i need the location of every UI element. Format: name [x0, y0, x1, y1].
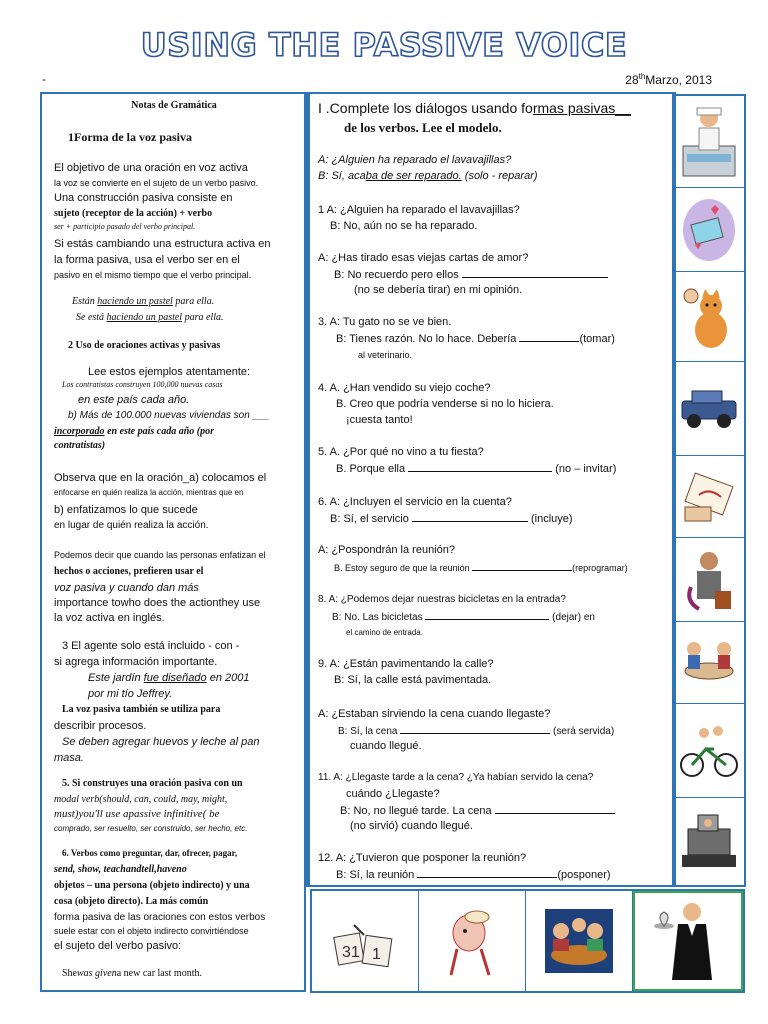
grammar-notes-panel — [40, 92, 306, 992]
dialog-line: el camino de entrada. — [346, 628, 423, 637]
notes-text: enfocarse en quién realiza la acción, mientras que en — [54, 488, 244, 497]
notes-text: el sujeto del verbo pasivo: — [54, 940, 182, 952]
example-6: Shewas givena new car last month. — [62, 968, 202, 979]
dialog-line: B: No, no llegué tarde. La cena — [340, 804, 676, 817]
dialog-line: cuando llegué. — [350, 740, 422, 752]
notes-text: forma pasiva de las oraciones con estos verbos — [54, 912, 266, 923]
dialog-line: B. Estoy seguro de que la reunión (reprogramar) — [334, 563, 628, 573]
notes-text: send, show, teachandtell,haveno — [54, 864, 187, 875]
notes-text: en este país cada año. — [78, 394, 190, 406]
dialog-line: B: Tienes razón. No lo hace. Debería (tomar) — [336, 333, 615, 345]
notes-text: suele estar con el objeto indirecto convirtiéndose — [54, 926, 249, 936]
exercise-subtitle: de los verbos. Lee el modelo. — [344, 120, 502, 135]
dialog-line: B: No. Las bicicletas (dejar) en — [332, 612, 595, 623]
example-1: Están haciendo un pastel para ella. — [72, 296, 215, 307]
example-3: Este jardín fue diseñado en 2001 — [88, 672, 250, 684]
person-postponing-image — [674, 538, 744, 622]
dialog-line: 9. A: ¿Están pavimentando la calle? — [318, 658, 494, 670]
notes-text: b) Más de 100.000 nuevas viviendas son ___ — [68, 410, 270, 421]
notes-text: cosa (objeto directo). La más común — [54, 896, 209, 907]
dialog-line: 6. A: ¿Incluyen el servicio en la cuenta? — [318, 496, 512, 508]
notes-text: voz pasiva y cuando dan más — [54, 582, 199, 594]
notes-text: Podemos decir que cuando las personas enfatizan el — [54, 550, 266, 560]
notes-text: 6. Verbos como preguntar, dar, ofrecer, pagar, — [62, 848, 238, 858]
notes-text: sujeto (receptor de la acción) + verbo — [54, 208, 213, 219]
dialog-line: B: Sí, la calle está pavimentada. — [334, 674, 492, 686]
dialog-line: B: No recuerdo pero ellos — [334, 268, 676, 281]
chef-washing-dishes-image — [674, 96, 744, 188]
notes-text: masa. — [54, 752, 84, 764]
dialog-line: 3. A: Tu gato no se ve bien. — [318, 316, 452, 328]
notes-text: en lugar de quién realiza la acción. — [54, 520, 209, 531]
notes-text: 5. Si construyes una oración pasiva con un — [62, 778, 243, 789]
answer-blank[interactable] — [417, 868, 557, 878]
notes-text: por mi tío Jeffrey. — [88, 688, 173, 700]
love-letters-image — [674, 188, 744, 272]
notes-text: La voz pasiva también se utiliza para — [62, 704, 221, 715]
dialog-line: (no se debería tirar) en mi opinión. — [354, 284, 523, 296]
dialog-line: B. Porque ella (no – invitar) — [336, 463, 617, 475]
notes-text: incorporado en este país cada año (por — [54, 426, 215, 437]
dialog-line: 1 A: ¿Alguien ha reparado el lavavajillas? — [318, 204, 520, 216]
dialog-line: al veterinario. — [358, 350, 413, 360]
notes-text: Si estás cambiando una estructura activa en — [54, 238, 271, 250]
notes-text: modal verb(should, can, could, may, might, — [54, 794, 228, 805]
notes-text: Se deben agregar huevos y leche al pan — [62, 736, 260, 748]
notes-text: Una construcción pasiva consiste en — [54, 192, 233, 204]
road-paving-machine-image — [674, 798, 744, 889]
dialog-line: A: ¿Has tirado esas viejas cartas de amor? — [318, 252, 529, 264]
notes-text: Lee estos ejemplos atentamente: — [88, 366, 251, 378]
people-at-table-image — [674, 622, 744, 704]
model-line: A: ¿Alguien ha reparado el lavavajillas? — [318, 154, 512, 166]
butler-serving-image — [633, 891, 743, 991]
answer-blank[interactable] — [519, 332, 579, 342]
notes-text: describir procesos. — [54, 720, 147, 732]
dialog-line: 8. A: ¿Podemos dejar nuestras bicicletas en la entrada? — [318, 594, 566, 605]
notes-text: must)you'll use apassive infinitive( be — [54, 808, 220, 820]
dialog-line: B: Sí, el servicio (incluye) — [330, 513, 573, 525]
answer-blank[interactable] — [408, 462, 552, 472]
notes-text: pasivo en el mismo tiempo que el verbo principal. — [54, 270, 252, 280]
svg-text:1: 1 — [372, 946, 381, 963]
page-title: USING THE PASSIVE VOICE — [140, 26, 628, 64]
svg-text:31: 31 — [342, 944, 360, 961]
notes-heading: Notas de Gramática — [131, 100, 217, 111]
waiter-carrying-cake-image — [419, 891, 526, 991]
illustration-strip — [672, 94, 746, 887]
exercise-panel — [306, 92, 676, 887]
exercise-title: I .Complete los diálogos usando formas pasivas__ — [318, 100, 631, 116]
notes-text: importance towho does the actionthey use — [54, 597, 261, 609]
notes-text: 3 El agente solo está incluido - con - — [62, 640, 240, 652]
bottom-illustration-strip — [310, 889, 745, 993]
notes-text: comprado, ser resuelto, ser construido, ser hecho, etc. — [54, 824, 248, 833]
dialog-line: cuándo ¿Llegaste? — [346, 788, 440, 800]
notes-text: Los contratistas construyen 100,000 nuevas casas — [62, 380, 223, 389]
header-date: 28thMarzo, 2013 — [625, 72, 712, 87]
calendar-image — [312, 891, 419, 991]
header-dash: - — [42, 72, 46, 86]
model-answer: B: Sí, acaba de ser reparado. (solo - reparar) — [318, 170, 538, 182]
dinner-party-image — [526, 891, 633, 991]
section-1-title: 1Forma de la voz pasiva — [68, 130, 192, 144]
notes-text: contratistas) — [54, 440, 106, 451]
notes-text: El objetivo de una oración en voz activa — [54, 162, 248, 174]
dialog-line: B: No, aún no se ha reparado. — [330, 220, 478, 232]
cat-image — [674, 272, 744, 362]
dialog-line: 11. A: ¿Llegaste tarde a la cena? ¿Ya habían servido la cena? — [318, 772, 594, 783]
notes-text: hechos o acciones, prefieren usar el — [54, 566, 204, 577]
answer-blank[interactable] — [425, 610, 549, 620]
notes-text: la forma pasiva, usa el verbo ser en el — [54, 254, 240, 266]
dialog-line: B. Creo que podría venderse si no lo hiciera. — [336, 398, 554, 410]
dialog-line: 5. A. ¿Por qué no vino a tu fiesta? — [318, 446, 484, 458]
dialog-line: ¡cuesta tanto! — [346, 414, 413, 426]
answer-blank[interactable] — [462, 268, 608, 278]
notes-text: ser + participio pasado del verbo principal. — [54, 222, 196, 231]
dialog-line: B: Sí, la reunión (posponer) — [336, 869, 611, 881]
answer-blank[interactable] — [495, 804, 615, 814]
dialog-line: (no sirvió) cuando llegué. — [350, 820, 473, 832]
dialog-line: 4. A. ¿Han vendido su viejo coche? — [318, 382, 491, 394]
notes-text: si agrega información importante. — [54, 656, 218, 668]
notes-text: b) enfatizamos lo que sucede — [54, 504, 198, 516]
answer-blank[interactable] — [412, 512, 528, 522]
dialog-line: 12. A: ¿Tuvieron que posponer la reunión? — [318, 852, 527, 864]
example-2: Se está haciendo un pastel para ella. — [76, 312, 224, 323]
section-2-title: 2 Uso de oraciones activas y pasivas — [68, 340, 221, 351]
dialog-line: B: Sí, la cena (será servida) — [338, 726, 615, 737]
bicycles-image — [674, 704, 744, 798]
notes-text: objetos – una persona (objeto indirecto) y una — [54, 880, 250, 891]
answer-blank[interactable] — [472, 561, 572, 571]
notes-text: la voz activa en inglés. — [54, 612, 165, 624]
dialog-line: A: ¿Estaban sirviendo la cena cuando llegaste? — [318, 708, 551, 720]
notes-text: la voz se convierte en el sujeto de un verbo pasivo. — [54, 178, 259, 188]
invitation-card-image — [674, 456, 744, 538]
jeep-car-image — [674, 362, 744, 456]
answer-blank[interactable] — [400, 724, 550, 734]
dialog-line: A: ¿Pospondrán la reunión? — [318, 544, 455, 556]
notes-text: Observa que en la oración_a) colocamos el — [54, 472, 267, 484]
